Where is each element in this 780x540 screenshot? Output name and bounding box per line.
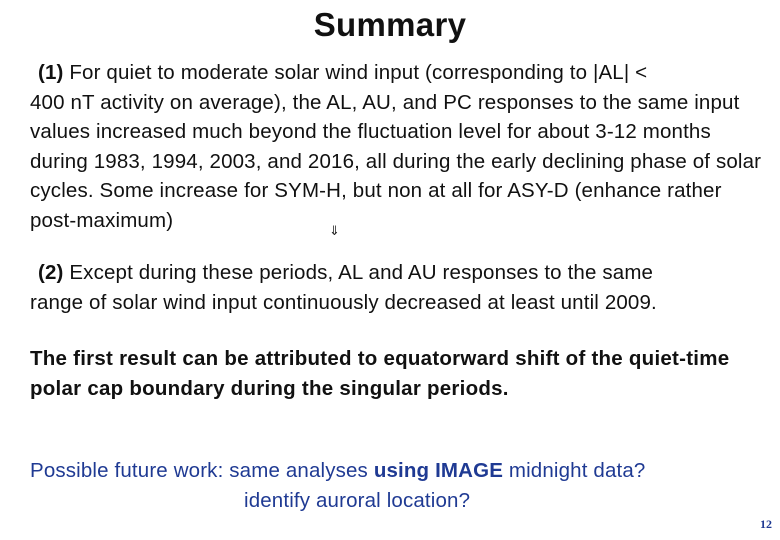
point-2-line-1: Except during these periods, AL and AU responses to the same [63, 261, 654, 284]
future-work-line-2: identify auroral location? [244, 488, 471, 512]
conclusion-text: The first result can be attributed to equatorward shift of the quiet-time polar cap boundary during the singular periods. [30, 347, 730, 400]
point-1-first-line [30, 58, 770, 88]
future-work [30, 456, 770, 515]
future-work-tail: midnight data? [503, 459, 646, 482]
point-2-number: (2) [38, 261, 64, 284]
slide-title: Summary [313, 6, 467, 43]
down-arrow-icon: ⇓ [329, 223, 340, 238]
point-2-first-line [30, 258, 770, 288]
point-2-text: range of solar wind input continuously decreased at least until 2009. [30, 290, 657, 314]
point-1-text: 400 nT activity on average), the AL, AU, and PC responses to the same input values increased much beyond the fluctuation level for about 3-12 months during 1983, 1994, 2003, and 2016, all during the early declining phase of solar cycles. Some increase for SYM-H, but non at all for ASY-D (enhance rather post-maximum) [30, 90, 762, 232]
page-number: 12 [760, 517, 772, 531]
summary-point-2 [30, 258, 770, 317]
point-1-number: (1) [38, 61, 64, 84]
future-work-intro: Possible future work: same analyses [30, 459, 374, 482]
summary-point-1 [30, 58, 770, 238]
point-1-line-1: For quiet to moderate solar wind input (corresponding to |AL| < [63, 61, 648, 84]
future-work-emphasis: using IMAGE [373, 459, 504, 482]
